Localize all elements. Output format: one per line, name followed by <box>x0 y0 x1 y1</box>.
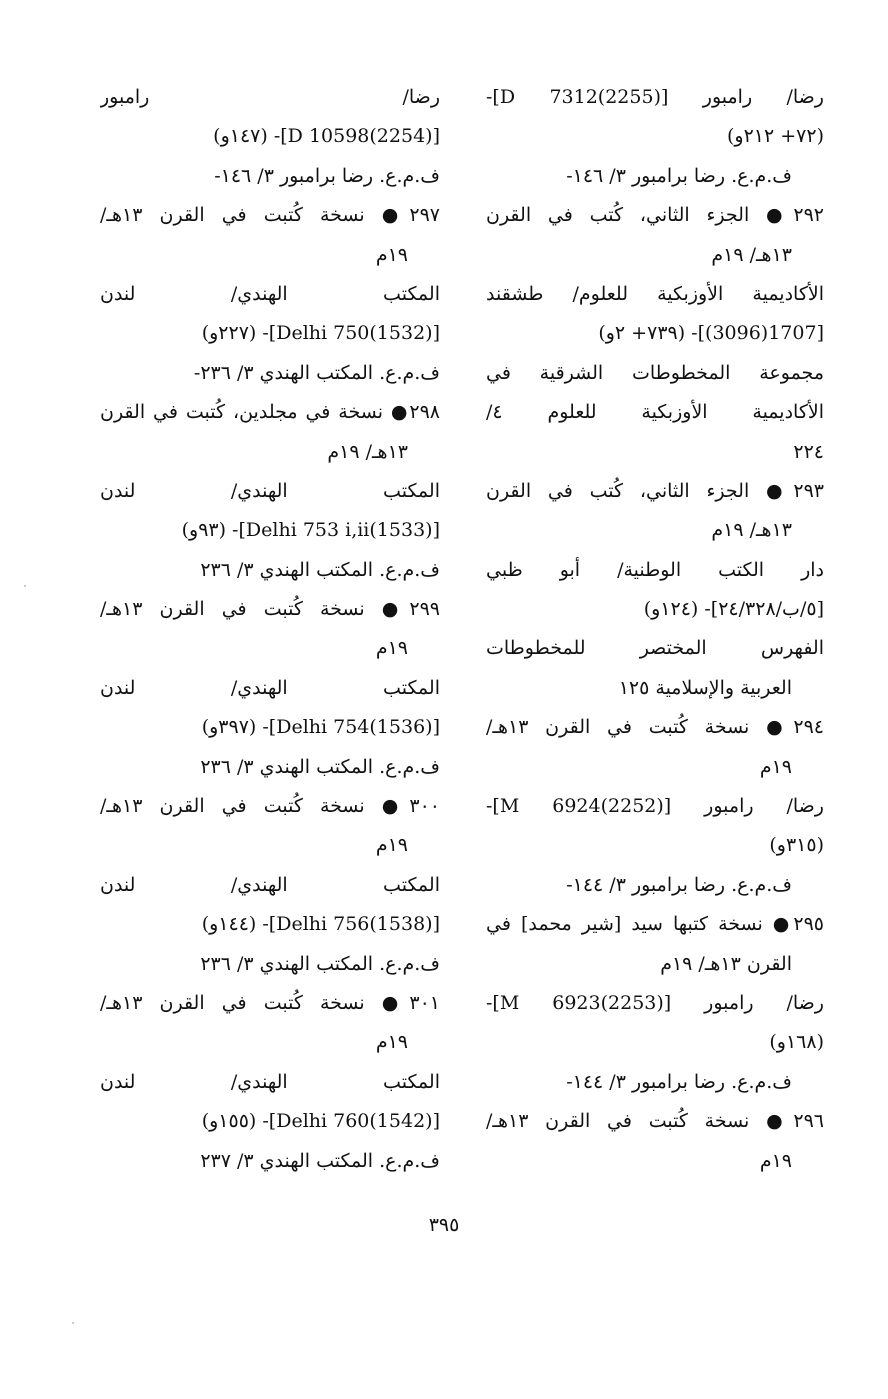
catalog-line: [Delhi 760(1542)]- (١٥٥و) <box>201 1110 440 1133</box>
catalog-line: [Delhi 753 i,ii(1533)]- (٩٣و) <box>181 519 440 542</box>
catalog-line: ٢٩٨● نسخة في مجلدين، كُتبت في القرن <box>100 401 440 424</box>
scan-speck <box>72 1322 74 1324</box>
catalog-line: الفهرس المختصر للمخطوطات <box>486 637 824 660</box>
catalog-line: ٢٩٩● نسخة كُتبت في القرن ١٣هـ/ <box>100 598 440 621</box>
catalog-line: ٣٠١● نسخة كُتبت في القرن ١٣هـ/ <box>100 991 440 1014</box>
catalog-line: مجموعة المخطوطات الشرقية في <box>486 361 824 384</box>
catalog-line: ١٣هـ/ ١٩م <box>327 440 408 463</box>
catalog-line: ف.م.ع. رضا برامبور ٣/ ١٤٤- <box>566 1070 792 1093</box>
catalog-line: المكتب الهندي/ لندن <box>100 676 440 699</box>
catalog-line: ١٣هـ/ ١٩م <box>711 519 792 542</box>
catalog-line: رضا/ رامبور [M 6924(2252)]- <box>486 795 824 818</box>
catalog-line: المكتب الهندي/ لندن <box>100 282 440 305</box>
catalog-line: ٢٩٦● نسخة كُتبت في القرن ١٣هـ/ <box>486 1110 824 1133</box>
catalog-line: ف.م.ع. المكتب الهندي ٣/ ٢٣٦- <box>193 361 440 384</box>
catalog-line: [D 10598(2254)]- (١٤٧و) <box>213 125 440 148</box>
catalog-line: ٢٩٢● الجزء الثاني، كُتب في القرن <box>486 204 824 227</box>
page-number: ٣٩٥ <box>428 1214 460 1236</box>
scan-speck <box>24 585 26 587</box>
catalog-line: ٢٩٥● نسخة كتبها سيد [شير محمد] في <box>486 913 824 936</box>
catalog-line: ٢٩٤● نسخة كُتبت في القرن ١٣هـ/ <box>486 716 824 739</box>
catalog-line: ف.م.ع. المكتب الهندي ٣/ ٢٣٦ <box>200 952 440 975</box>
catalog-line: ١٩م <box>759 755 792 778</box>
catalog-line: (١٦٨و) <box>769 1031 824 1054</box>
catalog-line: [Delhi 754(1536)]- (٣٩٧و) <box>201 716 440 739</box>
catalog-line: [Delhi 750(1532)]- (٢٢٧و) <box>201 322 440 345</box>
catalog-line: [٥/ب/٢٤/٣٢٨]- (١٢٤و) <box>643 598 824 621</box>
catalog-line: المكتب الهندي/ لندن <box>100 873 440 896</box>
catalog-line: ٢٩٧● نسخة كُتبت في القرن ١٣هـ/ <box>100 204 440 227</box>
right-column <box>486 78 824 1181</box>
catalog-line: المكتب الهندي/ لندن <box>100 1070 440 1093</box>
catalog-line: الأكاديمية الأوزبكية للعلوم/ طشقند <box>486 282 824 305</box>
catalog-line: دار الكتب الوطنية/ أبو ظبي <box>486 558 824 581</box>
catalog-line: ف.م.ع. رضا برامبور ٣/ ١٤٦- <box>214 164 440 187</box>
catalog-line: ١٩م <box>759 1149 792 1172</box>
catalog-line: (٣١٥و) <box>769 834 824 857</box>
catalog-line: ف.م.ع. المكتب الهندي ٣/ ٢٣٧ <box>200 1149 440 1172</box>
catalog-line: ١٣هـ/ ١٩م <box>711 243 792 266</box>
catalog-line: القرن ١٣هـ/ ١٩م <box>660 952 792 975</box>
catalog-line: (٧٢+ ٢١٢و) <box>726 125 824 148</box>
catalog-line: ٢٩٣● الجزء الثاني، كُتب في القرن <box>486 479 824 502</box>
catalog-line: ١٩م <box>375 1031 408 1054</box>
catalog-line: ف.م.ع. المكتب الهندي ٣/ ٢٣٦ <box>200 558 440 581</box>
catalog-line: المكتب الهندي/ لندن <box>100 479 440 502</box>
catalog-line: ١٩م <box>375 637 408 660</box>
catalog-line: ف.م.ع. رضا برامبور ٣/ ١٤٤- <box>566 873 792 896</box>
catalog-line: [1707(3096)]- (٧٣٩+ ٢و) <box>598 322 824 345</box>
catalog-line: ١٩م <box>375 834 408 857</box>
catalog-line: [Delhi 756(1538)]- (١٤٤و) <box>201 913 440 936</box>
catalog-line: ١٩م <box>375 243 408 266</box>
catalog-line: ف.م.ع. رضا برامبور ٣/ ١٤٦- <box>566 164 792 187</box>
catalog-line: ٣٠٠● نسخة كُتبت في القرن ١٣هـ/ <box>100 795 440 818</box>
catalog-line: العربية والإسلامية ١٢٥ <box>618 676 792 699</box>
catalog-line: رضا/ رامبور [D 7312(2255)]- <box>486 86 824 108</box>
catalog-line: الأكاديمية الأوزبكية للعلوم ٤/ <box>486 401 824 424</box>
catalog-line: ف.م.ع. المكتب الهندي ٣/ ٢٣٦ <box>200 755 440 778</box>
catalog-line: رضا/ رامبور [M 6923(2253)]- <box>486 991 824 1014</box>
catalog-line: رضا/ رامبور <box>100 86 440 108</box>
catalog-line: ٢٢٤ <box>793 440 824 463</box>
left-column <box>100 78 440 1181</box>
